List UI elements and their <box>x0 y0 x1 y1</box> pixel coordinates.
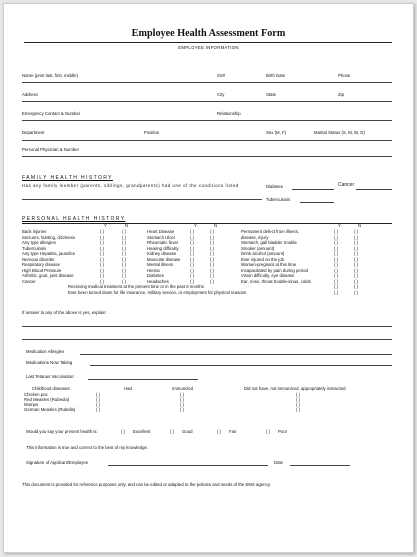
receiving-yes-checkbox[interactable]: ( ) <box>334 284 339 289</box>
explain-line[interactable] <box>22 326 392 327</box>
explain-label: If answer to any of the above is yes, explain: <box>22 310 107 315</box>
medication-allergies-label: Medication Allergies <box>26 349 65 354</box>
ssn-field-label: SS# <box>217 73 226 78</box>
no-checkbox[interactable]: ( ) <box>210 278 215 284</box>
no-checkbox[interactable]: ( ) <box>210 229 215 234</box>
condition-label: Respiratory disease <box>22 262 60 267</box>
checkbox-column[interactable] <box>100 229 104 284</box>
col1-no-header: N <box>125 223 129 228</box>
no-checkbox[interactable]: ( ) <box>122 240 127 245</box>
yes-checkbox[interactable]: ( ) <box>334 278 339 284</box>
yes-checkbox[interactable]: ( ) <box>334 245 339 251</box>
receiving-no-checkbox[interactable]: ( ) <box>354 284 359 289</box>
col3-no-header: N <box>358 223 362 228</box>
zip-label: Zip <box>338 92 344 97</box>
yes-checkbox[interactable]: ( ) <box>100 256 105 262</box>
condition-label: Nervous disorder <box>22 256 55 262</box>
phone-label: Phone <box>338 73 351 78</box>
yes-checkbox[interactable]: ( ) <box>334 229 339 234</box>
yes-checkbox[interactable]: ( ) <box>190 262 195 267</box>
yes-checkbox[interactable]: ( ) <box>190 267 195 273</box>
condition-label: Incapacitated by pain during period <box>241 267 308 273</box>
no-checkbox[interactable]: ( ) <box>210 245 215 251</box>
no-checkbox[interactable]: ( ) <box>122 278 127 284</box>
not-immunized-checkbox[interactable]: ( ) <box>296 407 301 412</box>
family-diabetes-line[interactable] <box>292 189 334 190</box>
signature-line[interactable] <box>108 465 268 466</box>
yes-checkbox[interactable]: ( ) <box>334 267 339 273</box>
no-checkbox[interactable]: ( ) <box>122 245 127 251</box>
personal-history-header: PERSONAL HEALTH HISTORY <box>22 216 126 222</box>
medications-now-label: Medications Now Taking <box>26 360 73 365</box>
excellent-label: Excellent <box>133 429 151 434</box>
footer-disclaimer: This document is provided for reference purposes only, and can be edited or adapted to the policies and needs of the EMS agency. <box>22 482 271 487</box>
condition-label: Vision difficulty, eye disease <box>241 273 295 278</box>
no-checkbox[interactable]: ( ) <box>210 273 215 278</box>
date-label: Date <box>274 460 284 465</box>
condition-label: Permanent defect from illness, <box>241 229 300 234</box>
employee-info-header: EMPLOYEE INFORMATION <box>178 45 239 50</box>
yes-checkbox[interactable]: ( ) <box>100 251 105 256</box>
name-field-label: Name (print last, first, middle) <box>22 73 79 78</box>
emergency-contact-label: Emergency Contact & Number <box>22 111 81 116</box>
yes-checkbox[interactable]: ( ) <box>100 262 105 267</box>
title-rule <box>24 42 392 43</box>
condition-label: Mental illness <box>147 262 174 267</box>
yes-checkbox[interactable]: ( ) <box>334 256 339 262</box>
birth-date-label: Birth Date <box>266 73 286 78</box>
no-checkbox[interactable]: ( ) <box>210 240 215 245</box>
condition-label: Any type allergies <box>22 240 56 245</box>
checkbox-column[interactable] <box>334 229 338 284</box>
condition-list-col3 <box>241 229 311 284</box>
yes-checkbox[interactable]: ( ) <box>190 256 195 262</box>
no-checkbox[interactable]: ( ) <box>210 251 215 256</box>
condition-label: Heart Disease <box>147 229 175 234</box>
no-checkbox[interactable]: ( ) <box>122 256 127 262</box>
condition-label: Stomach Ulcer <box>147 234 176 240</box>
yes-checkbox[interactable]: ( ) <box>190 245 195 251</box>
no-checkbox[interactable]: ( ) <box>122 262 127 267</box>
address-line[interactable] <box>22 101 392 102</box>
no-checkbox[interactable]: ( ) <box>122 273 127 278</box>
no-checkbox[interactable]: ( ) <box>210 234 215 240</box>
yes-checkbox[interactable]: ( ) <box>100 229 105 234</box>
denied-no-checkbox[interactable]: ( ) <box>354 290 359 295</box>
yes-checkbox[interactable]: ( ) <box>100 234 105 240</box>
col2-no-header: N <box>214 223 218 228</box>
condition-list-col1 <box>22 229 75 284</box>
condition-label: Diabetes <box>147 273 164 278</box>
family-history-line[interactable] <box>22 199 262 200</box>
no-checkbox[interactable]: ( ) <box>354 267 359 273</box>
no-checkbox[interactable]: ( ) <box>210 267 215 273</box>
not-immunized-checkbox[interactable]: ( ) <box>296 397 301 402</box>
position-label: Position <box>144 130 160 135</box>
had-checkbox[interactable]: ( ) <box>96 392 101 397</box>
denied-yes-checkbox[interactable]: ( ) <box>334 290 339 295</box>
yes-checkbox[interactable]: ( ) <box>100 278 105 284</box>
tetanus-line[interactable] <box>88 379 198 380</box>
yes-checkbox[interactable]: ( ) <box>334 273 339 278</box>
condition-label: Muscular disease <box>147 256 181 262</box>
explain-line[interactable] <box>22 339 392 340</box>
condition-label: Arthritis, gout, joint disease <box>22 273 74 278</box>
yes-checkbox[interactable]: ( ) <box>190 251 195 256</box>
date-line[interactable] <box>290 465 350 466</box>
receiving-treatment-label: Receiving medical treatment at the present time or in the past 6 months <box>68 284 204 289</box>
address-label: Address <box>22 92 38 97</box>
condition-label: Ever injured on the job <box>241 256 284 262</box>
fair-label: Fair <box>229 429 237 434</box>
no-checkbox[interactable]: ( ) <box>354 251 359 256</box>
yes-checkbox[interactable]: ( ) <box>100 245 105 251</box>
no-checkbox[interactable]: ( ) <box>122 251 127 256</box>
family-cancer-label: Cancer <box>338 182 355 188</box>
emergency-line[interactable] <box>22 120 392 121</box>
fair-checkbox[interactable]: ( ) <box>217 429 222 434</box>
good-label: Good <box>182 429 193 434</box>
condition-label: Hernia <box>147 267 160 273</box>
personal-history-rule <box>22 223 392 224</box>
condition-label: Hearing difficulty <box>147 245 179 251</box>
physician-label: Personal Physician & Number <box>22 147 80 152</box>
family-history-question: Has any family member (parents, siblings, grandparents) had one of the conditions listed <box>22 183 239 188</box>
not-immunized-header: Did not have, not immunized, appropriately instructed <box>244 386 346 391</box>
immunized-checkbox[interactable]: ( ) <box>180 397 185 402</box>
condition-label: Seizures, fainting, dizziness <box>22 234 76 240</box>
no-checkbox[interactable]: ( ) <box>354 245 359 251</box>
disease-label: Red Measles (Rubeola) <box>24 397 70 402</box>
family-history-header: FAMILY HEALTH HISTORY <box>22 175 113 181</box>
department-label: Department <box>22 130 45 135</box>
yes-checkbox[interactable]: ( ) <box>190 278 195 284</box>
condition-label: Kidney disease <box>147 251 177 256</box>
family-cancer-line[interactable] <box>356 189 392 190</box>
not-immunized-checkbox[interactable]: ( ) <box>296 402 301 407</box>
department-line[interactable] <box>22 140 392 141</box>
had-header: Had <box>124 386 132 391</box>
disease-label: Chicken pox <box>24 392 48 397</box>
immunized-checkbox[interactable]: ( ) <box>180 402 185 407</box>
not-immunized-checkbox-column[interactable] <box>296 392 300 412</box>
state-label: State <box>266 92 277 97</box>
sex-label: Sex (M, F) <box>266 130 287 135</box>
immunized-checkbox-column[interactable] <box>180 392 184 412</box>
poor-label: Poor <box>278 429 288 434</box>
yes-checkbox[interactable]: ( ) <box>190 229 195 234</box>
no-checkbox[interactable]: ( ) <box>122 234 127 240</box>
had-checkbox[interactable]: ( ) <box>96 397 101 402</box>
yes-checkbox[interactable]: ( ) <box>334 251 339 256</box>
certify-statement: This information is true and correct to the best of my knowledge. <box>26 445 149 450</box>
condition-label: Women-pregnant at this time <box>241 262 297 267</box>
family-diabetes-label: Diabetes <box>266 184 283 189</box>
page-title: Employee Health Assessment Form <box>131 28 286 39</box>
yes-checkbox[interactable]: ( ) <box>100 267 105 273</box>
checkbox-column[interactable] <box>190 229 194 284</box>
family-tuberculosis-label: Tuberculosis <box>266 197 291 202</box>
city-label: City <box>217 92 225 97</box>
medication-allergies-line[interactable] <box>80 354 392 355</box>
relationship-label: Relationship <box>217 111 241 116</box>
form-page <box>3 3 414 553</box>
medications-now-line[interactable] <box>90 365 392 366</box>
condition-label: Any type Hepatitis, jaundice <box>22 251 76 256</box>
had-checkbox[interactable]: ( ) <box>96 407 101 412</box>
col3-yes-header: Y <box>338 223 341 228</box>
no-checkbox[interactable]: ( ) <box>354 229 359 234</box>
condition-label: Drink alcohol (amount) <box>241 251 285 256</box>
marital-status-label: Marital Status (S, M, W, D) <box>314 130 365 135</box>
condition-label: Headaches <box>147 278 169 284</box>
disease-label: Mumps <box>24 402 39 407</box>
col2-yes-header: Y <box>194 223 197 228</box>
physician-line[interactable] <box>22 156 392 157</box>
childhood-diseases-label: Childhood diseases: <box>32 386 71 391</box>
condition-label: High Blood Pressure <box>22 267 62 273</box>
yes-checkbox[interactable]: ( ) <box>190 273 195 278</box>
condition-label: Smoker (amount) <box>241 245 275 251</box>
condition-label: Cancer <box>22 278 36 284</box>
no-checkbox[interactable]: ( ) <box>354 262 359 267</box>
yes-checkbox[interactable]: ( ) <box>100 273 105 278</box>
tetanus-label: Last Tetanus Vaccination: <box>26 374 75 379</box>
poor-checkbox[interactable]: ( ) <box>266 429 271 434</box>
immunized-header: Immunized <box>172 386 194 391</box>
no-checkbox[interactable]: ( ) <box>122 229 127 234</box>
immunized-checkbox[interactable]: ( ) <box>180 392 185 397</box>
checkbox-column[interactable] <box>354 229 358 284</box>
excellent-checkbox[interactable]: ( ) <box>121 429 126 434</box>
no-checkbox[interactable]: ( ) <box>354 256 359 262</box>
childhood-disease-list <box>24 392 75 412</box>
no-checkbox[interactable]: ( ) <box>122 267 127 273</box>
no-checkbox[interactable]: ( ) <box>354 278 359 284</box>
immunized-checkbox[interactable]: ( ) <box>180 407 185 412</box>
col1-yes-header: Y <box>104 223 107 228</box>
checkbox-column[interactable] <box>210 229 214 284</box>
condition-label: Ear, nose, throat trouble-sinus, colds <box>241 278 311 284</box>
condition-label: Back injuries <box>22 229 47 234</box>
yes-checkbox[interactable]: ( ) <box>334 262 339 267</box>
had-checkbox-column[interactable] <box>96 392 100 412</box>
no-checkbox[interactable]: ( ) <box>354 240 359 245</box>
checkbox-column[interactable] <box>122 229 126 284</box>
yes-checkbox[interactable]: ( ) <box>100 240 105 245</box>
condition-label: Rheumatic fever <box>147 240 179 245</box>
yes-checkbox[interactable]: ( ) <box>190 240 195 245</box>
condition-list-col2 <box>147 229 180 284</box>
family-tuberculosis-line[interactable] <box>300 202 334 203</box>
condition-label: Stomach, gall bladder trouble <box>241 240 297 245</box>
good-checkbox[interactable]: ( ) <box>170 429 175 434</box>
name-line[interactable] <box>22 82 392 83</box>
condition-label: disease, injury <box>241 234 269 240</box>
yes-checkbox[interactable]: ( ) <box>334 240 339 245</box>
signature-label: Signature of Applicant/Employee <box>26 460 89 465</box>
disease-label: German Measles (Rubella) <box>24 407 76 412</box>
health-rating-question: Would you say your present health is: <box>26 429 98 434</box>
condition-label: Tuberculosis <box>22 245 47 251</box>
not-immunized-checkbox[interactable]: ( ) <box>296 392 301 397</box>
yes-checkbox[interactable]: ( ) <box>190 234 195 240</box>
no-checkbox[interactable]: ( ) <box>210 262 215 267</box>
had-checkbox[interactable]: ( ) <box>96 402 101 407</box>
yes-checkbox[interactable]: ( ) <box>334 234 339 240</box>
no-checkbox[interactable]: ( ) <box>354 234 359 240</box>
no-checkbox[interactable]: ( ) <box>354 273 359 278</box>
no-checkbox[interactable]: ( ) <box>210 256 215 262</box>
insurance-denied-label: Ever been turned down for life insurance, military service, or employment for physical reasons <box>68 290 247 295</box>
